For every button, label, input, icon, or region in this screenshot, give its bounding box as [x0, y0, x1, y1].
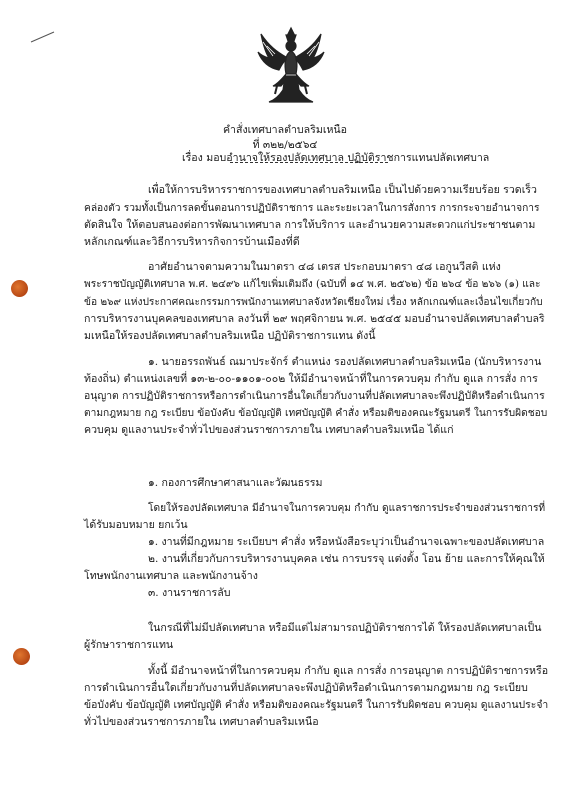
body-line: ในกรณีที่ไม่มีปลัดเทศบาล หรือมีแต่ไม่สามารถปฏิบัติราชการได้ ให้รองปลัดเทศบาลเป็น [148, 622, 542, 634]
body-line: คล่องตัว รวมทั้งเป็นการลดขั้นตอนการปฏิบัติราชการ และระยะเวลาในการสั่งการ การกระจายอำนาจการ [84, 203, 540, 214]
body-line: ข้อ ๒๖๙ แห่งประกาศคณะกรรมการพนักงานเทศบาลจังหวัดเชียงใหม่ เรื่อง หลักเกณฑ์และเงื่อนไขเกี่ยวกับ [84, 297, 543, 308]
body-line: ข้อบังคับ ข้อบัญญัติ เทศบัญญัติ คำสั่ง หรือมติของคณะรัฐมนตรี ในการรับผิดชอบ ควบคุม ดูแลงานประจำ [84, 699, 549, 711]
body-line: ๑. นายอรรถพันธ์ ณมาประจักร์ ตำแหน่ง รองปลัดเทศบาลตำบลริมเหนือ (นักบริหารงาน [148, 356, 542, 368]
body-line: อาศัยอำนาจตามความในมาตรา ๔๘ เตรส ประกอบมาตรา ๔๘ เอกูนวีสติ แห่ง [148, 261, 501, 273]
body-line: พระราชบัญญัติเทศบาล พ.ศ. ๒๔๙๖ แก้ไขเพิ่มเติมถึง (ฉบับที่ ๑๔ พ.ศ. ๒๕๖๒) ข้อ ๒๖๔ ข้อ ๒๖๖ (๑) และ [84, 279, 541, 290]
body-line: ๑. กองการศึกษาศาสนาและวัฒนธรรม [148, 477, 323, 489]
body-line: ทั้งนี้ มีอำนาจหน้าที่ในการควบคุม กำกับ ดูแล การสั่ง การอนุญาต การปฏิบัติราชการหรือ [148, 665, 549, 677]
body-line: ผู้รักษาราชการแทน [84, 639, 174, 651]
order-heading: คำสั่งเทศบาลตำบลริมเหนือ [222, 124, 348, 136]
body-line: การบริหารงานบุคคลของเทศบาล ลงวันที่ ๒๙ พฤศจิกายน พ.ศ. ๒๕๔๕ มอบอำนาจปลัดเทศบาลตำบลริ [84, 313, 545, 325]
body-line: หลักเกณฑ์และวิธีการบริหารกิจการบ้านเมืองที่ดี [84, 236, 300, 248]
body-line: ทั่วไปของส่วนราชการภายใน เทศบาลตำบลริมเหนือ [84, 716, 319, 728]
pen-mark [30, 30, 56, 44]
body-line: ควบคุม ดูแลงานประจำทั่วไปของส่วนราชการภายใน เทศบาลตำบลริมเหนือ ได้แก่ [84, 424, 454, 436]
binder-hole-bottom [13, 648, 30, 665]
body-line: ตัดสินใจ ให้ตอบสนองต่อการพัฒนาเทศบาล การให้บริการ และอำนวยความสะดวกแก่ประชาชนตาม [84, 219, 536, 231]
body-line: ๒. งานที่เกี่ยวกับการบริหารงานบุคคล เช่น การบรรจุ แต่งตั้ง โอน ย้าย และการให้คุณให้ [148, 553, 545, 565]
body-line: มเหนือให้รองปลัดเทศบาลตำบลริมเหนือ ปฏิบัติราชการแทน ดังนี้ [84, 330, 376, 342]
body-line: ได้รับมอบหมาย ยกเว้น [84, 519, 188, 531]
body-line: อนุญาต การปฏิบัติราชการหรือการดำเนินการอื่นใดเกี่ยวกับงานที่ปลัดเทศบาลจะพึงปฏิบัติหรือดำเนินการ [84, 390, 545, 402]
order-number: ที่ ๓๒๒/๒๕๖๔ [252, 139, 318, 151]
garuda-emblem-icon [255, 24, 327, 106]
body-line: โทษพนักงานเทศบาล และพนักงานจ้าง [84, 570, 258, 582]
body-line: ตามกฎหมาย กฎ ระเบียบ ข้อบังคับ ข้อบัญญัติ เทศบัญญัติ คำสั่ง หรือมติของคณะรัฐมนตรี ในการรับผิดชอบ [84, 408, 548, 419]
body-line: เพื่อให้การบริหารราชการของเทศบาลตำบลริมเหนือ เป็นไปด้วยความเรียบร้อย รวดเร็ว [148, 184, 537, 196]
body-line: โดยให้รองปลัดเทศบาล มีอำนาจในการควบคุม กำกับ ดูแลราชการประจำของส่วนราชการที่ [148, 503, 546, 514]
body-line: ท้องถิ่น) ตำแหน่งเลขที่ ๑๓-๒-๐๐-๑๑๐๑-๐๐๒ ให้มีอำนาจหน้าที่ในการควบคุม กำกับ ดูแล การสั่ง การ [84, 373, 538, 385]
separator-line [230, 162, 388, 163]
binder-hole-top [11, 280, 28, 297]
body-line: การดำเนินการอื่นใดเกี่ยวกับงานที่ปลัดเทศบาลจะพึงปฏิบัติหรือดำเนินการตามกฎหมาย กฎ ระเบียบ [84, 682, 528, 694]
body-line: ๑. งานที่มีกฎหมาย ระเบียบฯ คำสั่ง หรือหนังสือระบุว่าเป็นอำนาจเฉพาะของปลัดเทศบาล [148, 536, 545, 548]
body-line: ๓. งานราชการลับ [148, 587, 231, 599]
order-subject: เรื่อง มอบอำนาจให้รองปลัดเทศบาล ปฏิบัติราชการแทนปลัดเทศบาล [182, 152, 490, 164]
